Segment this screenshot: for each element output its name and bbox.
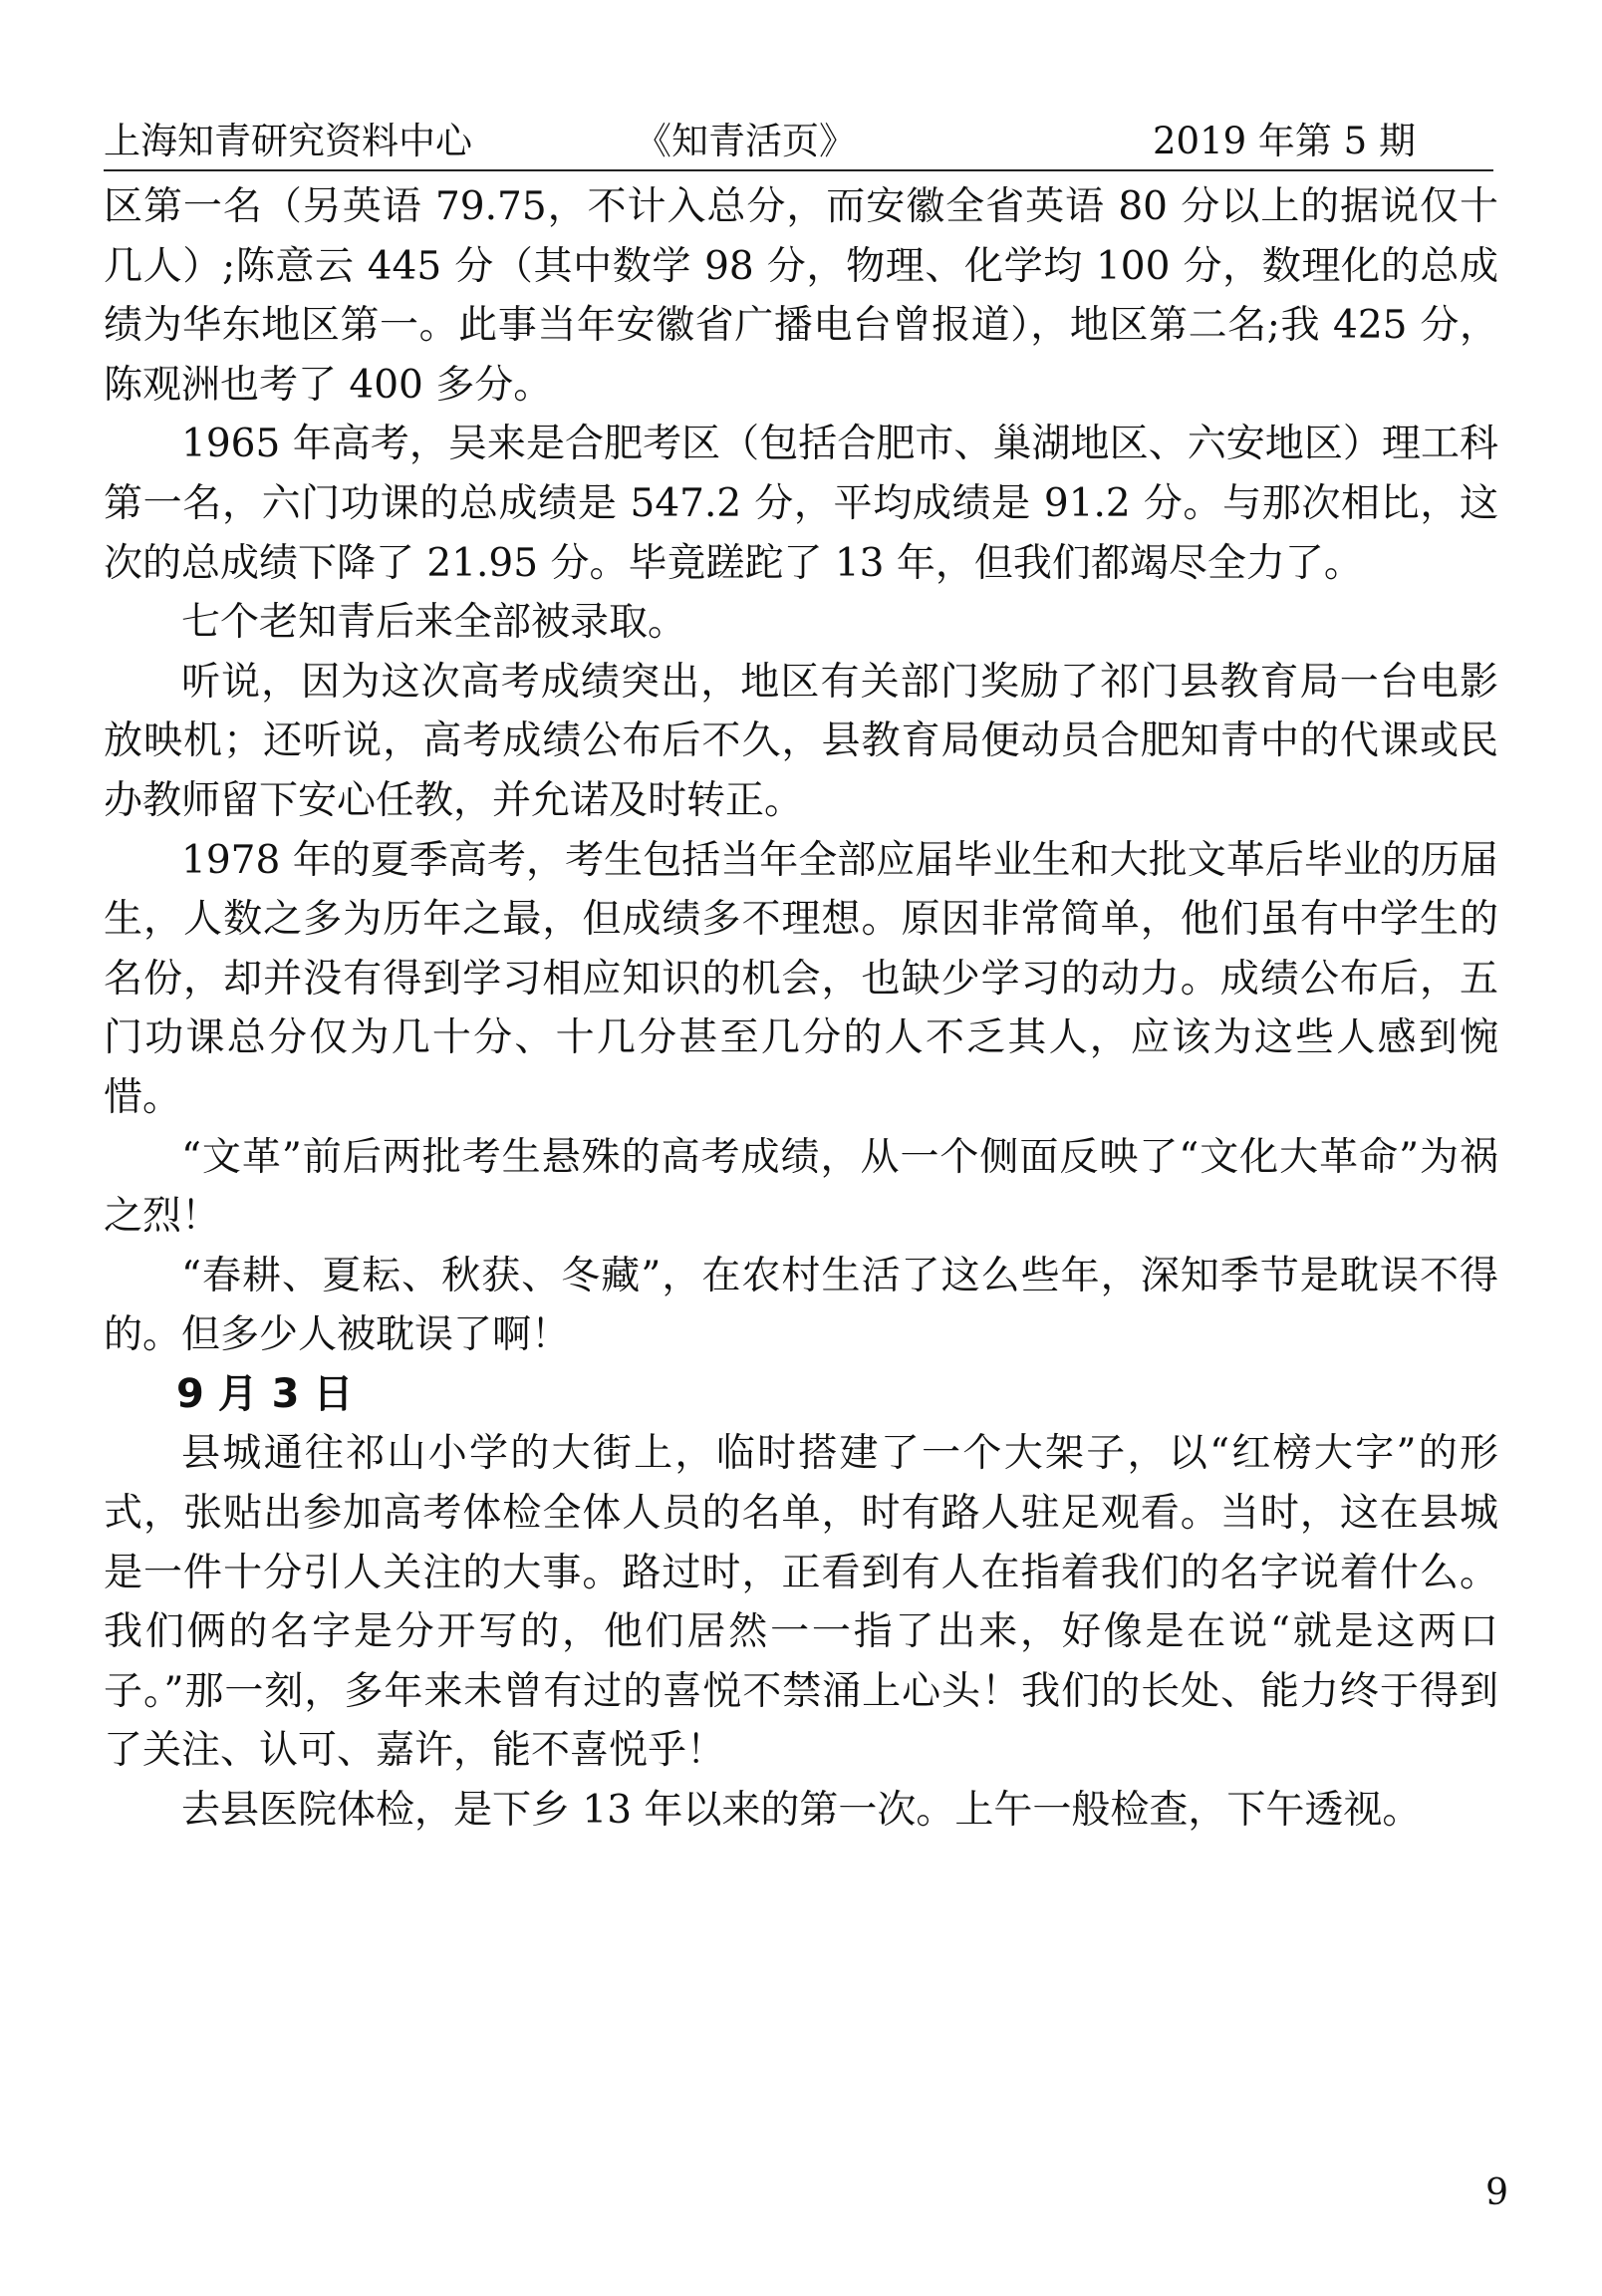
paragraph: “文革”前后两批考生悬殊的高考成绩，从一个侧面反映了“文化大革命”为祸之烈！ bbox=[104, 1134, 1498, 1240]
paragraph: 1978 年的夏季高考，考生包括当年全部应届毕业生和大批文革后毕业的历届生，人数之多为历年之最，但成绩多不理想。原因非常简单，他们虽有中学生的名份，却并没有得到学习相应知识的机会，也缺少学习的动力。成绩公布后，五门功课总分仅为几十分、十几分甚至几分的人不乏其人，应该为这些人感到惋惜。 bbox=[104, 837, 1498, 1120]
article-body bbox=[104, 177, 1498, 1841]
page-header bbox=[104, 116, 1494, 167]
header-publisher: 上海知青研究资料中心 bbox=[104, 120, 472, 162]
paragraph: 去县医院体检，是下乡 13 年以来的第一次。上午一般检查，下午透视。 bbox=[181, 1788, 1422, 1834]
header-journal-title: 《知青活页》 bbox=[635, 120, 856, 162]
paragraph-continued: 区第一名（另英语 79.75，不计入总分，而安徽全省英语 80 分以上的据说仅十几人）;陈意云 445 分（其中数学 98 分，物理、化学均 100 分，数理化的总成绩为华东地区第一。此事当年安徽省广播电台曾报道），地区第二名;我 425 分，陈观洲也考了 400 多分。 bbox=[104, 184, 1498, 408]
header-rule bbox=[104, 169, 1493, 171]
paragraph: “春耕、夏耘、秋获、冬藏”，在农村生活了这么些年，深知季节是耽误不得的。但多少人被耽误了啊！ bbox=[104, 1253, 1498, 1358]
date-heading: 9 月 3 日 bbox=[176, 1370, 354, 1417]
paragraph: 县城通往祁山小学的大街上，临时搭建了一个大架子，以“红榜大字”的形式，张贴出参加高考体检全体人员的名单，时有路人驻足观看。当时，这在县城是一件十分引人关注的大事。路过时，正看到有人在指着我们的名字说着什么。我们俩的名字是分开写的，他们居然一一指了出来，好像是在说“就是这两口子。”那一刻，多年来未曾有过的喜悦不禁涌上心头！我们的长处、能力终于得到了关注、认可、嘉许，能不喜悦乎！ bbox=[104, 1431, 1498, 1774]
header-issue: 2019 年第 5 期 bbox=[1153, 120, 1416, 162]
paragraph: 七个老知青后来全部被录取。 bbox=[181, 600, 687, 646]
paragraph: 听说，因为这次高考成绩突出，地区有关部门奖励了祁门县教育局一台电影放映机；还听说，高考成绩公布后不久，县教育局便动员合肥知青中的代课或民办教师留下安心任教，并允诺及时转正。 bbox=[104, 659, 1498, 823]
page-number: 9 bbox=[1485, 2172, 1508, 2213]
paragraph: 1965 年高考，吴来是合肥考区（包括合肥市、巢湖地区、六安地区）理工科第一名，六门功课的总成绩是 547.2 分，平均成绩是 91.2 分。与那次相比，这次的总成绩下降了 21.95 分。毕竟蹉跎了 13 年，但我们都竭尽全力了。 bbox=[104, 422, 1498, 586]
